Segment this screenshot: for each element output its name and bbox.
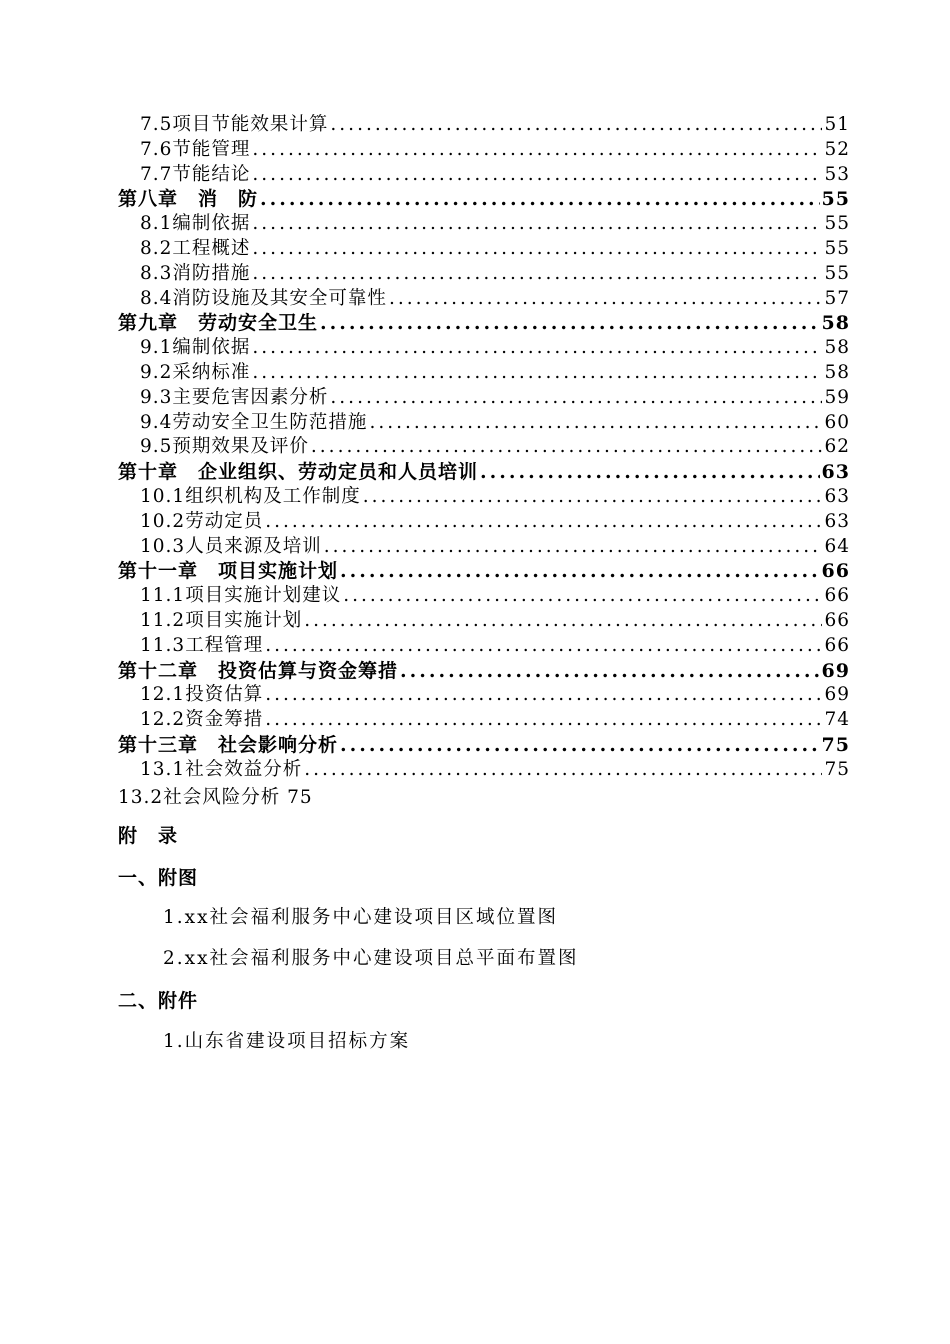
toc-chapter-entry[interactable] [118,311,850,335]
toc-section-entry[interactable] [140,435,850,459]
toc-section-entry[interactable] [140,510,850,534]
toc-page-number: 58 [824,337,850,359]
toc-entry-title: 第十三章 社会影响分析 [118,734,339,756]
toc-dot-leader [252,237,822,261]
toc-page-number: 53 [824,163,850,185]
toc-dot-leader [252,163,822,187]
toc-section-entry[interactable] [140,237,850,261]
toc-page-number: 52 [824,138,850,160]
toc-dot-leader [304,609,822,633]
toc-dot-leader [330,386,822,410]
toc-page-number: 66 [821,560,850,583]
toc-entry-title: 10.3人员来源及培训 [140,535,322,557]
toc-loose-entry: 13.2社会风险分析 75 [118,787,313,808]
toc-page-number: 55 [824,238,850,259]
toc-entry-title: 12.1投资估算 [140,684,264,706]
toc-dot-leader [260,187,820,211]
toc-chapter-entry[interactable] [118,460,850,484]
toc-entry-title: 第十章 企业组织、劳动定员和人员培训 [118,461,479,484]
toc-dot-leader [480,460,820,484]
toc-section-entry[interactable] [140,163,850,187]
toc-page-number: 62 [824,436,850,458]
toc-section-entry[interactable] [140,683,850,707]
appendix-heading: 附 录 [118,825,179,847]
toc-page-number: 60 [824,411,850,433]
toc-dot-leader [363,485,823,509]
toc-page-number: 55 [824,213,850,235]
toc-dot-leader [265,510,822,534]
toc-page-number: 75 [821,734,850,756]
toc-section-entry[interactable] [140,634,850,658]
toc-page-number: 74 [824,709,850,731]
toc-dot-leader [340,559,820,583]
appendix-figures-heading: 一、附图 [118,867,199,889]
toc-section-entry[interactable] [140,287,850,311]
toc-dot-leader [252,138,822,162]
toc-dot-leader [311,435,823,459]
toc-entry-title: 10.2劳动定员 [140,510,264,532]
toc-page-number: 63 [824,510,850,532]
toc-dot-leader [369,411,822,435]
toc-entry-title: 11.2项目实施计划 [140,610,303,631]
toc-dot-leader [265,634,822,658]
toc-dot-leader [265,683,822,707]
toc-entry-title: 8.4消防设施及其安全可靠性 [140,287,387,309]
toc-section-entry[interactable] [140,609,850,633]
toc-page-number: 58 [824,362,850,383]
toc-entry-title: 13.1社会效益分析 [140,758,303,780]
appendix-attachments-heading: 二、附件 [118,990,199,1012]
toc-section-entry[interactable] [140,113,850,137]
toc-section-entry[interactable] [140,584,850,608]
toc-page-number: 75 [824,758,850,780]
toc-section-entry[interactable] [140,708,850,732]
toc-section-entry[interactable] [140,758,850,782]
toc-section-entry[interactable] [140,411,850,435]
toc-page-number: 66 [824,585,850,607]
toc-entry-title: 第九章 劳动安全卫生 [118,312,319,335]
toc-entry-title: 9.5预期效果及评价 [140,436,309,458]
toc-page-number: 64 [824,535,850,557]
toc-section-entry[interactable] [140,262,850,286]
toc-entry-title: 9.1编制依据 [140,337,251,359]
toc-entry-title: 第十二章 投资估算与资金筹措 [118,659,399,682]
toc-page-number: 63 [824,486,850,507]
toc-dot-leader [252,262,822,286]
toc-entry-title: 7.6节能管理 [140,138,251,160]
toc-chapter-entry[interactable] [118,559,850,583]
toc-section-entry[interactable] [140,535,850,559]
toc-dot-leader [252,212,822,236]
toc-dot-leader [343,584,822,608]
toc-dot-leader [400,659,820,683]
toc-page-number: 69 [824,684,850,706]
toc-page-number: 55 [824,262,850,284]
toc-entry-title: 7.7节能结论 [140,163,251,185]
toc-entry-title: 11.1项目实施计划建议 [140,585,342,607]
toc-page-number: 63 [821,461,850,484]
toc-section-entry[interactable] [140,336,850,360]
toc-entry-title: 第十一章 项目实施计划 [118,560,339,583]
toc-dot-leader [265,708,822,732]
toc-dot-leader [330,113,822,137]
toc-section-entry[interactable] [140,386,850,410]
toc-entry-title: 7.5项目节能效果计算 [140,114,329,135]
toc-entry-title: 第八章 消 防 [118,188,259,211]
appendix-figure-item: 1.xx社会福利服务中心建设项目区域位置图 [163,907,559,928]
toc-page-number: 57 [824,287,850,309]
toc-chapter-entry[interactable] [118,187,850,211]
toc-dot-leader [320,311,820,335]
toc-entry-title: 11.3工程管理 [140,634,264,656]
toc-chapter-entry[interactable] [118,733,850,757]
toc-section-entry[interactable] [140,212,850,236]
appendix-figure-item: 2.xx社会福利服务中心建设项目总平面布置图 [163,948,579,969]
toc-chapter-entry[interactable] [118,659,850,683]
toc-dot-leader [389,287,823,311]
toc-dot-leader [304,758,822,782]
toc-entry-title: 8.3消防措施 [140,262,251,284]
toc-entry-title: 9.3主要危害因素分析 [140,386,329,408]
toc-page-number: 69 [821,659,850,682]
toc-page-number: 51 [824,114,850,135]
toc-dot-leader [252,336,822,360]
toc-page-number: 59 [824,386,850,408]
appendix-attachment-item: 1.山东省建设项目招标方案 [163,1031,411,1052]
toc-dot-leader [340,733,820,757]
toc-section-entry[interactable] [140,485,850,509]
toc-section-entry[interactable] [140,361,850,385]
toc-dot-leader [324,535,823,559]
toc-page-number: 66 [824,610,850,631]
toc-page-number: 58 [821,312,850,335]
toc-dot-leader [252,361,822,385]
toc-entry-title: 9.2采纳标准 [140,362,251,383]
toc-section-entry[interactable] [140,138,850,162]
toc-entry-title: 12.2资金筹措 [140,709,264,731]
toc-page-number: 66 [824,634,850,656]
toc-entry-title: 10.1组织机构及工作制度 [140,486,361,507]
toc-entry-title: 8.2工程概述 [140,238,251,259]
toc-entry-title: 9.4劳动安全卫生防范措施 [140,411,368,433]
toc-entry-title: 8.1编制依据 [140,213,251,235]
toc-page-number: 55 [821,188,850,211]
